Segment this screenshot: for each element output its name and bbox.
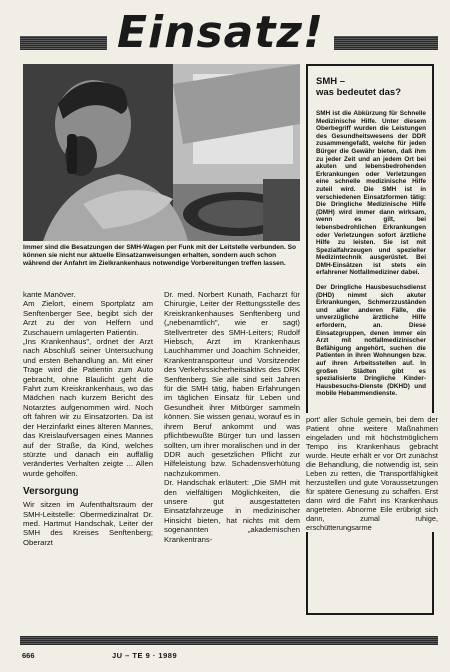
article-paragraph: port' aller Schule gemein, bei dem der Patient ohne weitere Maßnahmen eingeladen und mit höchstmöglichem Tempo ins Krankenhaus gebracht wurde. Heute erhält er vor Ort zunächst die Behandlung, die notwendig ist, sein Leben zu retten, die Transportfähigkeit herzustellen und gute Voraussetzungen für spätere Genesung zu schaffen. Erst dann wird die Fahrt ins Krankenhaus angetreten. Abnorme Eile erübrigt sich dann, zumal ruhige, erschütterungsarme — [306, 415, 438, 532]
article-paragraph: Dr. med. Norbert Kunath, Facharzt für Chirurgie, Leiter der Rettungsstelle des Kreiskrankenhauses Senftenberg und („nebenamtlich", wie er sagt) Stellvertreter des SMH-Leiters; Rudolf Hiebsch, Arzt im Krankenhaus Lauchhammer und Joachim Schneider, Krankentransporteur und Vorsitzender des Verkehrssicherheitsaktivs des DRK Senftenberg. Sie alle sind seit Jahren für die SMH tätig, haben Erfahrungen im täglichen Einsatz für Leben und Gesundheit ihrer Mitbürger sammeln können. Sie wissen genau, worauf es in ihrem Beruf ankommt und was pflichtbewußte Bürger tun und lassen sollten, um ihrer moralischen und in der DDR auch gesetzlichen Pflicht zur Hilfeleistung bzw. Schadensverhütung nachzukommen. — [164, 290, 300, 478]
ambulance-photo-image — [23, 64, 300, 241]
info-box-title: SMH – was bedeutet das? — [316, 76, 401, 98]
article-column-1 — [23, 290, 153, 547]
article-paragraph: Dr. Handschak erläutert: „Die SMH mit den vielfältigen Möglichkeiten, die unsere gut ausgestatteten Einsatzfahrzeuge in medizinischer Hinsicht bieten, hat nichts mit dem sogenannten „akademischen Krankentrans- — [164, 478, 300, 544]
article-paragraph: kante Manöver. — [23, 290, 76, 299]
info-box-body — [316, 110, 426, 398]
page-number: 666 — [22, 651, 35, 660]
ambulance-photo — [23, 64, 300, 241]
info-box-smh — [306, 64, 434, 615]
photo-caption: Immer sind die Besatzungen der SMH-Wagen per Funk mit der Leitstelle verbunden. So können sie nicht nur aktuelle Einsatzanweisungen erhalten, sondern auch schon während der Anfahrt im Zielkrankenhaus notwendige Vorbereitungen treffen lassen. — [23, 244, 297, 267]
info-paragraph: Der Dringliche Hausbesuchsdienst (DHD) nimmt sich akuter Erkrankungen, Schmerzzuständen und aller anderen Fälle, die unverzügliche ärztliche Hilfe erfordern, an. Diese Einsatzgruppen, denen immer ein Arzt mit notfallmedizinischer Befähigung angehört, suchen die Patienten in ihren Wohnungen bzw. auf ihren Arbeitsstellen auf. In großen Städten gibt es spezialisierte Dringliche Kinder-Hausbesuchs-Dienste (DKHD) und mobile Hebammendienste. — [316, 284, 426, 398]
article-paragraph: Wir sitzen im Aufenthaltsraum der SMH-Leitstelle: Obermedizinalrat Dr. med. Hartmut Handschak, Leiter der SMH des Kreises Senftenberg; Oberarzt — [23, 500, 153, 547]
section-heading: Versorgung — [23, 486, 79, 498]
article-paragraph: Am Zielort, einem Sportplatz am Senftenberger See, begibt sich der Arzt zu der von Helfern und Zuschauern umlagerten Patientin. — [23, 299, 153, 337]
page-title: Einsatz! — [107, 8, 334, 58]
article-column-2 — [164, 290, 300, 544]
magazine-issue: JU – TE 9 · 1989 — [112, 651, 178, 660]
article-paragraph: „Ins Krankenhaus", ordnet der Arzt nach Abschluß seiner Untersuchung und ersten Behandlung an. Mit einer Trage wird die Patientin zum Auto gebracht, ohne Blaulicht geht die Fahrt zum Kreiskrankenhaus, wo das Mädchen nach kurzem Bericht des Notarztes aufgenommen wird. Noch oft fahren wir zu Einsatzorten. Da ist der Herzinfarkt eines älteren Mannes, das Kreislaufversagen eines Mannes auf der Straße, da Kind, welches stürzte und danach ein auffällig verändertes Verhalten zeigte ... Allen wurde geholfen. — [23, 337, 153, 478]
info-paragraph: SMH ist die Abkürzung für Schnelle Medizinische Hilfe. Unter diesem Oberbegriff wurden die Leistungen des Gesundheitswesens der DDR zusammengefaßt, welche für jeden Bürger die Gewähr bieten, daß ihm zu jeder Zeit und an jedem Ort bei akuten und lebensbedrohenden Erkrankungen oder Verletzungen eine schnelle medizinische Hilfe zuteil wird. Die SMH ist in verschiedenen Einsatzformen tätig: Die Dringliche Medizinische Hilfe (DMH) wird immer dann wirksam, wenn es gilt, bei lebensbedrohlichen Erkrankungen oder Verletzungen sofort ärztliche Hilfe zu leisten. Sie ist mit Spezialfahrzeugen und spezieller Medizintechnik ausgerüstet. Bei DMH-Einsätzen ist stets ein erfahrener Notfallmediziner dabei. — [316, 110, 426, 277]
article-column-3-text — [306, 413, 438, 532]
footer-rule — [20, 636, 438, 645]
